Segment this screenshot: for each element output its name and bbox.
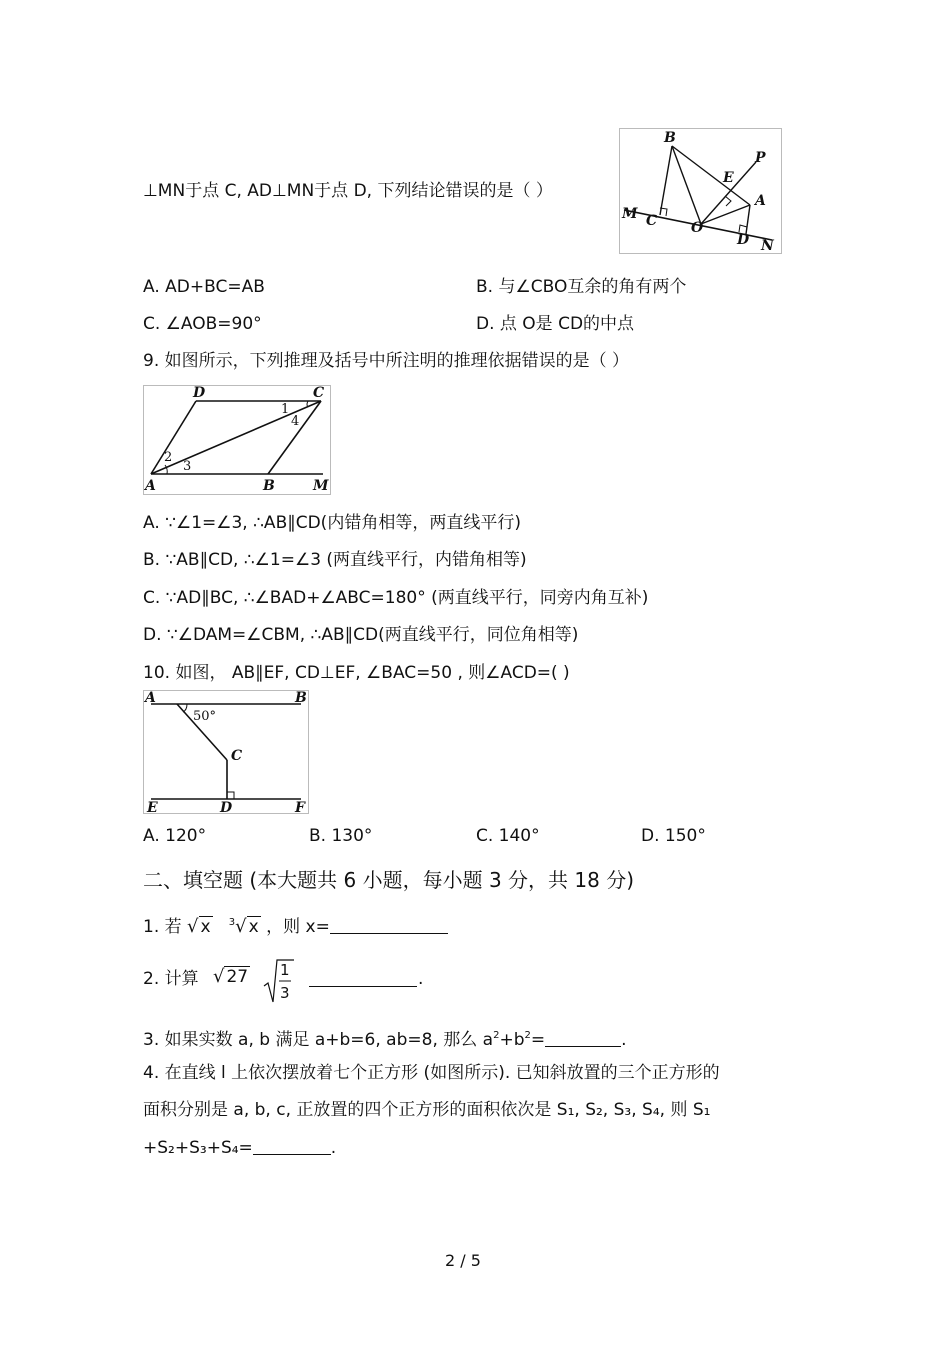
- q10-option-c: C. 140°: [476, 826, 540, 846]
- section-title: 二、填空题 (本大题共 6 小题，每小题 3 分，共 18 分): [143, 868, 635, 892]
- q10-label-a: A: [145, 690, 156, 706]
- q9-figure: [143, 385, 331, 495]
- q10-label-f: F: [295, 800, 305, 814]
- fraction-numerator: 1: [280, 961, 290, 979]
- answer-blank-1[interactable]: [330, 917, 448, 934]
- q8-label-m: M: [622, 206, 638, 222]
- answer-blank-2[interactable]: [309, 970, 417, 987]
- q9-label-d: D: [193, 385, 206, 401]
- q10-label-d: D: [220, 800, 233, 814]
- answer-blank-4[interactable]: [253, 1138, 331, 1155]
- fill-q1: [143, 912, 448, 938]
- sqrt-x: √ x: [187, 916, 211, 937]
- q8-label-n: N: [761, 238, 774, 254]
- page-number: 2 / 5: [445, 1251, 481, 1270]
- fill-q3: 3. 如果实数 a, b 满足 a+b=6, ab=8, 那么 $a^2+b^2=$ .: [143, 1030, 627, 1050]
- q10-figure: [143, 690, 309, 814]
- q9-label-m: M: [313, 478, 329, 494]
- fill-q1-suffix: ，则 x=: [266, 917, 330, 937]
- q8-label-b: B: [664, 130, 676, 146]
- q9-label-3: 3: [183, 459, 192, 474]
- fraction-denominator: 3: [280, 984, 290, 1002]
- q10-label-e: E: [147, 800, 158, 814]
- sqrt-fraction: [263, 958, 295, 1004]
- q10-option-a: A. 120°: [143, 826, 207, 846]
- q9-label-b: B: [263, 478, 275, 494]
- q8-option-d: D. 点 O是 CD的中点: [476, 314, 635, 334]
- sqrt-27: √ 27: [213, 966, 249, 987]
- q9-option-b: B. ∵AB∥CD, ∴∠1=∠3 (两直线平行，内错角相等): [143, 550, 527, 570]
- q8-label-a: A: [755, 193, 766, 209]
- q10-option-b: B. 130°: [309, 826, 373, 846]
- answer-blank-3[interactable]: [545, 1030, 621, 1047]
- q9-label-4: 4: [291, 414, 300, 429]
- q8-label-e: E: [723, 170, 734, 186]
- q8-option-c: C. ∠AOB=90°: [143, 314, 262, 334]
- q9-option-d: D. ∵∠DAM=∠CBM, ∴AB∥CD(两直线平行，同位角相等): [143, 625, 579, 645]
- q9-label-2: 2: [164, 450, 173, 465]
- fill-q4-line2: 面积分别是 a, b, c, 正放置的四个正方形的面积依次是 S₁, S₂, S₃, S₄, 则 S₁: [143, 1100, 711, 1120]
- q10-option-d: D. 150°: [641, 826, 706, 846]
- fill-q4-line3: +S₂+S₃+S₄= .: [143, 1138, 337, 1158]
- q9-label-c: C: [313, 385, 325, 401]
- q8-option-a: A. AD+BC=AB: [143, 277, 265, 297]
- q8-figure: [619, 128, 782, 254]
- q10-stem: 10. 如图， AB∥EF, CD⊥EF, ∠BAC=50 , 则∠ACD=( ): [143, 663, 570, 683]
- q9-label-1: 1: [281, 402, 290, 417]
- q9-label-a: A: [145, 478, 156, 494]
- q9-option-a: A. ∵∠1=∠3, ∴AB∥CD(内错角相等，两直线平行): [143, 513, 521, 533]
- q9-option-c: C. ∵AD∥BC, ∴∠BAD+∠ABC=180° (两直线平行，同旁内角互补): [143, 588, 649, 608]
- q10-label-c: C: [231, 748, 243, 764]
- fill-q2-end: .: [418, 969, 424, 989]
- fill-q1-prefix: 1. 若: [143, 917, 182, 937]
- q10-label-b: B: [295, 690, 307, 706]
- q8-label-p: P: [755, 150, 766, 166]
- q9-stem: 9. 如图所示，下列推理及括号中所注明的推理依据错误的是（ ）: [143, 351, 630, 371]
- fill-q2-prefix: 2. 计算: [143, 969, 199, 989]
- q8-stem: ⊥MN于点 C, AD⊥MN于点 D, 下列结论错误的是（ ）: [143, 181, 553, 201]
- q8-label-c: C: [646, 213, 658, 229]
- q10-label-angle: 50°: [193, 709, 217, 724]
- q8-option-b: B. 与∠CBO互余的角有两个: [476, 277, 687, 297]
- fill-q4-line1: 4. 在直线 l 上依次摆放着七个正方形 (如图所示). 已知斜放置的三个正方形的: [143, 1063, 720, 1083]
- cbrt-x: $^3$√ x: [228, 916, 259, 937]
- q8-label-d: D: [737, 232, 750, 248]
- q8-label-o: O: [691, 220, 704, 236]
